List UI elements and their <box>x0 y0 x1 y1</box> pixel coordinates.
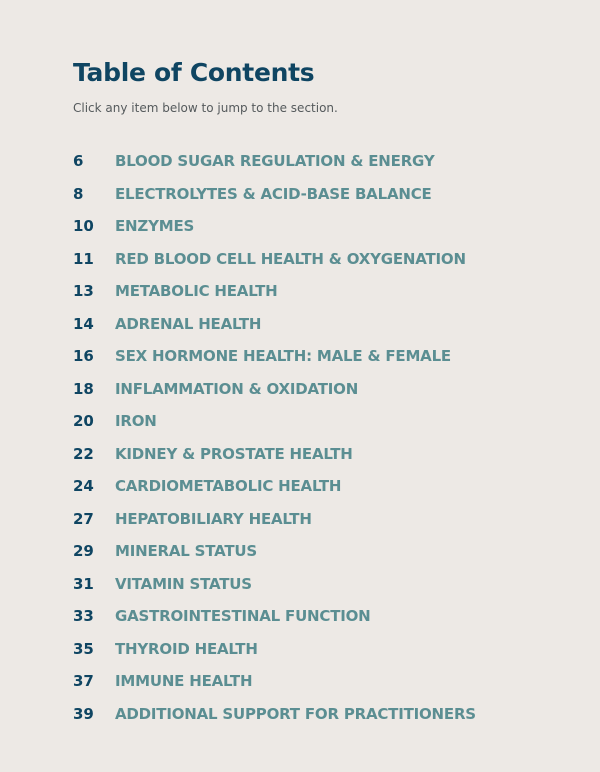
toc-page-number: 18 <box>73 379 94 398</box>
toc-item[interactable] <box>73 503 563 536</box>
toc-item[interactable] <box>73 698 563 731</box>
toc-page-number: 16 <box>73 347 94 366</box>
toc-page-number: 11 <box>73 249 94 268</box>
toc-section-link[interactable]: HEPATOBILIARY HEALTH <box>115 509 312 528</box>
toc-item[interactable] <box>73 405 563 438</box>
toc-page-number: 10 <box>73 217 94 236</box>
toc-item[interactable] <box>73 178 563 211</box>
toc-page-number: 33 <box>73 607 94 626</box>
toc-item[interactable] <box>73 665 563 698</box>
toc-section-link[interactable]: THYROID HEALTH <box>115 639 258 658</box>
toc-item[interactable] <box>73 145 563 178</box>
toc-section-link[interactable]: KIDNEY & PROSTATE HEALTH <box>115 444 353 463</box>
toc-item[interactable] <box>73 470 563 503</box>
toc-section-link[interactable]: ADRENAL HEALTH <box>115 314 262 333</box>
toc-section-link[interactable]: METABOLIC HEALTH <box>115 282 278 301</box>
toc-item[interactable] <box>73 633 563 666</box>
toc-section-link[interactable]: RED BLOOD CELL HEALTH & OXYGENATION <box>115 249 466 268</box>
page-subtitle: Click any item below to jump to the section. <box>73 101 338 115</box>
toc-section-link[interactable]: BLOOD SUGAR REGULATION & ENERGY <box>115 152 435 171</box>
toc-section-link[interactable]: IRON <box>115 412 157 431</box>
toc-page-number: 20 <box>73 412 94 431</box>
toc-page-number: 22 <box>73 444 94 463</box>
toc-page-number: 6 <box>73 152 84 171</box>
toc-section-link[interactable]: ENZYMES <box>115 217 195 236</box>
table-of-contents <box>73 145 563 730</box>
toc-item[interactable] <box>73 340 563 373</box>
toc-page-number: 27 <box>73 509 94 528</box>
toc-item[interactable] <box>73 535 563 568</box>
toc-item[interactable] <box>73 600 563 633</box>
toc-page-number: 31 <box>73 574 94 593</box>
toc-page-number: 8 <box>73 184 84 203</box>
toc-section-link[interactable]: CARDIOMETABOLIC HEALTH <box>115 477 342 496</box>
toc-page-number: 35 <box>73 639 94 658</box>
toc-section-link[interactable]: ELECTROLYTES & ACID-BASE BALANCE <box>115 184 432 203</box>
toc-item[interactable] <box>73 568 563 601</box>
page-title: Table of Contents <box>73 58 315 87</box>
toc-page-number: 14 <box>73 314 94 333</box>
toc-page-number: 37 <box>73 672 94 691</box>
toc-item[interactable] <box>73 275 563 308</box>
toc-page-number: 24 <box>73 477 94 496</box>
toc-section-link[interactable]: MINERAL STATUS <box>115 542 257 561</box>
toc-section-link[interactable]: INFLAMMATION & OXIDATION <box>115 379 359 398</box>
toc-page-number: 39 <box>73 704 94 723</box>
toc-section-link[interactable]: VITAMIN STATUS <box>115 574 252 593</box>
toc-item[interactable] <box>73 210 563 243</box>
toc-page-number: 29 <box>73 542 94 561</box>
toc-section-link[interactable]: SEX HORMONE HEALTH: MALE & FEMALE <box>115 347 451 366</box>
toc-section-link[interactable]: ADDITIONAL SUPPORT FOR PRACTITIONERS <box>115 704 476 723</box>
toc-section-link[interactable]: GASTROINTESTINAL FUNCTION <box>115 607 371 626</box>
toc-item[interactable] <box>73 373 563 406</box>
toc-item[interactable] <box>73 308 563 341</box>
toc-page-number: 13 <box>73 282 94 301</box>
toc-item[interactable] <box>73 243 563 276</box>
toc-item[interactable] <box>73 438 563 471</box>
toc-section-link[interactable]: IMMUNE HEALTH <box>115 672 253 691</box>
